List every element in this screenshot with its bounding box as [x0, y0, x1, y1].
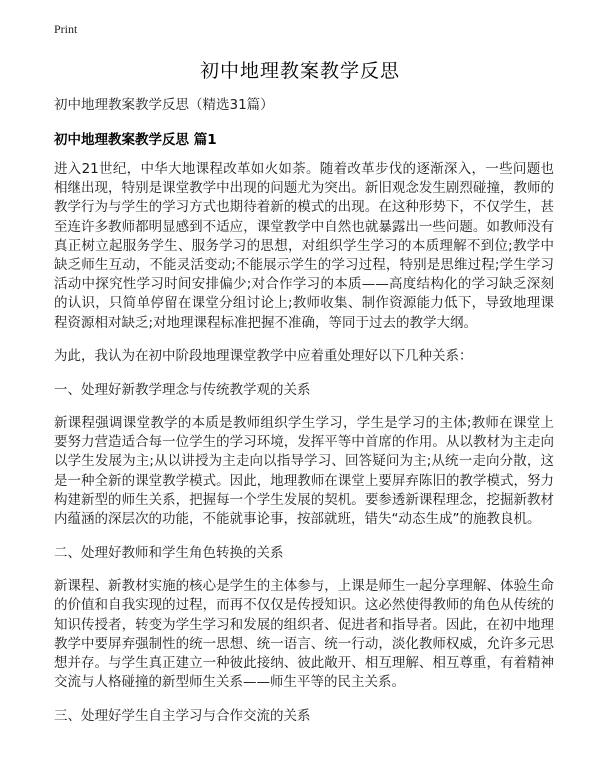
- section-2-body: 新课程、新教材实施的核心是学生的主体参与，上课是师生一起分享理解、体验生命的价值和自我实现的过程，而再不仅仅是传授知识。这必然使得教师的角色从传统的知识传授者，转变为学生学习和发展的组织者、促进者和指导者。因此，在初中地理教学中要屏弃强制性的统一思想、统一语言、统一行动，淡化教师权威，允许多元思想并存。与学生真正建立一种彼此接纳、彼此敞开、相互理解、相互尊重，有着精神交流与人格碰撞的新型师生关系——师生平等的民主关系。: [54, 578, 554, 691]
- intro-paragraph: 进入21世纪，中华大地课程改革如火如荼。随着改革步伐的逐渐深入，一些问题也相继出现，特别是课堂教学中出现的问题尤为突出。新旧观念发生剧烈碰撞，教师的教学行为与学生的学习方式也期待着新的模式的出现。在这种形势下，不仅学生，甚至连许多教师都明显感到不适应，课堂教学中自然也就暴露出一些问题。如教师没有真正树立起服务学生、服务学习的思想，对组织学生学习的本质理解不到位;教学中缺乏师生互动，不能灵活变动;不能展示学生的学习过程，特别是思维过程;学生学习活动中探究性学习时间安排偏少;对合作学习的本质——高度结构化的学习缺乏深刻的认识，只简单停留在课堂分组讨论上;教师收集、制作资源能力低下，导致地理课程资源相对缺乏;对地理课程标准把握不准确，等同于过去的教学大纲。: [54, 161, 554, 331]
- section-heading: 初中地理教案教学反思 篇1: [54, 132, 217, 148]
- section-1-body: 新课程强调课堂教学的本质是教师组织学生学习，学生是学习的主体;教师在课堂上要努力营造适合每一位学生的学习环境，发挥平等中首席的作用。从以教材为主走向以学生发展为主;从以讲授为主走向以指导学习、回答疑问为主;从统一走向分散，这是一种全新的课堂教学模式。因此，地理教师在课堂上要屏弃陈旧的教学模式，努力构建新型的师生关系，把握每一个学生发展的契机。要参透新课程理念，挖掘新教材内蕴涵的深层次的功能，不能就事论事，按部就班，错失“动态生成”的施教良机。: [54, 415, 554, 528]
- subheading-1: 一、处理好新教学理念与传统教学观的关系: [54, 382, 311, 399]
- document-content: [54, 95, 554, 740]
- document-title: 初中地理教案教学反思: [199, 60, 400, 82]
- subheading-3: 三、处理好学生自主学习与合作交流的关系: [54, 708, 311, 725]
- document-subtitle: 初中地理教案教学反思（精选31篇）: [54, 97, 274, 113]
- print-label: Print: [54, 22, 78, 36]
- relations-intro-paragraph: 为此，我认为在初中阶段地理课堂教学中应着重处理好以下几种关系：: [54, 347, 473, 364]
- subheading-2: 二、处理好教师和学生角色转换的关系: [54, 545, 284, 562]
